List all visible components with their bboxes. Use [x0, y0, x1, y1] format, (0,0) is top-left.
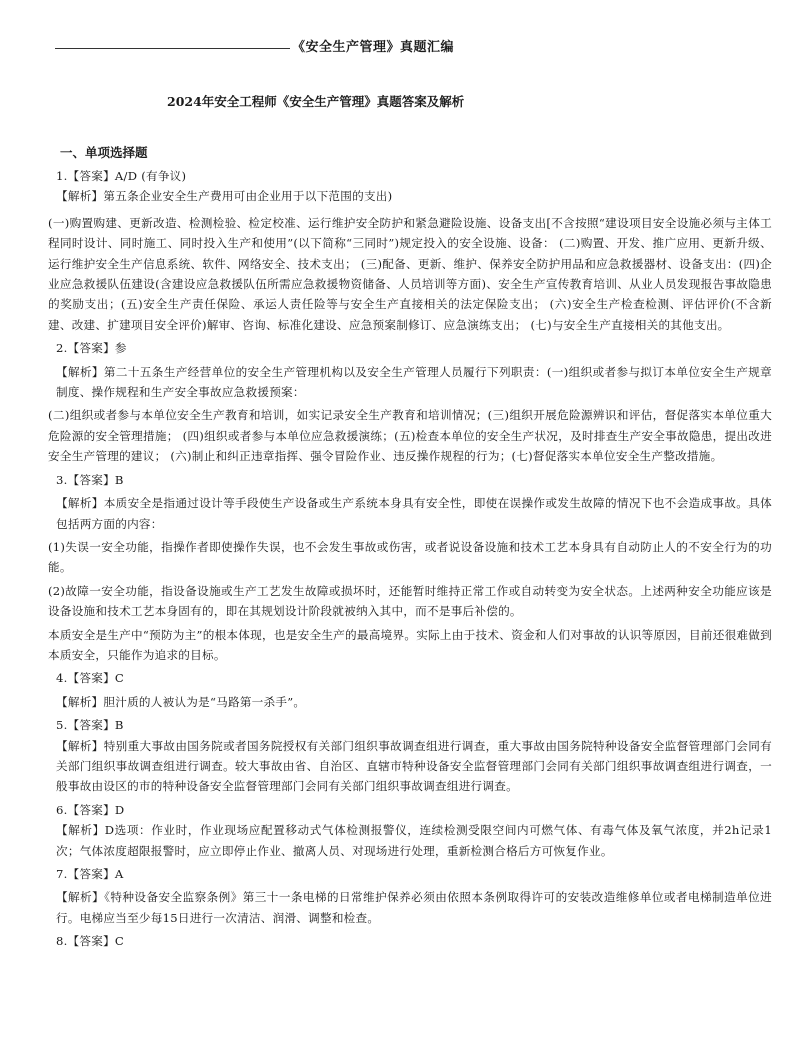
explanation-paragraph: (1)失误一安全功能，指操作者即使操作失误，也不会发生事故或伤害，或者说设备设施和技术工艺本身具有自动防止人的不安全行为的功能。: [48, 539, 772, 575]
explanation-line: 【解析】《特种设备安全监察条例》第三十一条电梯的日常维护保养必须由依照本条例取得许可的安装改造维修单位或者电梯制造单位进行。电梯应当至少每15日进行一次清洁、润滑、调整和检查。: [56, 890, 772, 925]
answer-line: 5.【答案】B: [56, 718, 124, 733]
explanation-line: 【解析】第二十五条生产经营单位的安全生产管理机构以及安全生产管理人员履行下列职责：(一)组织或者参与拟订本单位安全生产规章制度、操作规程和生产安全事故应急救援预案：: [56, 364, 772, 400]
document-body: [48, 163, 772, 952]
header-rule: [55, 48, 290, 49]
explanation-paragraph: (一)购置购建、更新改造、检测检验、检定校准、运行维护安全防护和紧急避险设施、设备支出[不含按照“建设项目安全设施必须与主体工程同时设计、同时施工、同时投入生产和使用”(以下简称“三同时”)规定投入的安全设施、设备： (二)购置、开发、推广应用、更新升级、运行维护安全生产信息系统、软件、网络安全、技术支出； (三)配备、更新、维护、保养安全防护用品和应急救援器材、设备支出：(四)企业应急救援队伍建设(含建设应急救援队伍所需应急救援物资储备、人员培训等方面)、安全生产宣传教育培训、从业人员发现报告事故隐患的奖励支出；(五)安全生产责任保险、承运人责任险等与安全生产直接相关的法定保险支出； (六)安全生产检查检测、评估评价(不含新建、改建、扩建项目安全评价)解审、咨询、标准化建设、应急预案制修订、应急演练支出； (七)与安全生产直接相关的其他支出。: [48, 215, 772, 332]
explanation-line: 【解析】D选项：作业时，作业现场应配置移动式气体检测报警仪，连续检测受限空间内可燃气体、有毒气体及氧气浓度，并2h记录1次；气体浓度超限报警时，应立即停止作业、撤离人员、对现场进行处理，重新检测合格后方可恢复作业。: [56, 823, 772, 858]
answer-line: 4.【答案】C: [56, 671, 125, 686]
document-title: 2024年安全工程师《安全生产管理》真题答案及解析: [167, 94, 465, 109]
explanation-line: 【解析】特别重大事故由国务院或者国务院授权有关部门组织事故调查组进行调查，重大事故由国务院特种设备安全监督管理部门会同有关部门组织事故调查组进行调查。较大事故由省、自治区、直辖市特种设备安全监督管理部门会同有关部门组织事故调查组进行调查，一般事故由设区的市的特种设备安全监督管理部门会同有关部门组织事故调查组进行调查。: [56, 738, 772, 794]
answer-line: 8.【答案】C: [56, 934, 125, 949]
answer-line: 3.【答案】B: [56, 472, 124, 487]
running-header: 《安全生产管理》真题汇编: [292, 40, 455, 55]
answer-line: 2.【答案】参: [56, 341, 127, 356]
explanation-paragraph: 本质安全是生产中“预防为主”的根本体现，也是安全生产的最高境界。实际上由于技术、资金和人们对事故的认识等原因，目前还很难做到本质安全，只能作为追求的目标。: [48, 627, 772, 662]
answer-line: 1.【答案】A/D (有争议): [56, 169, 187, 183]
explanation-line: 【解析】本质安全是指通过设计等手段使生产设备或生产系统本身具有安全性，即使在误操作或发生故障的情况下也不会造成事故。具体包括两方面的内容：: [56, 496, 772, 531]
section-heading: 一、单项选择题: [60, 145, 148, 160]
explanation-line: 【解析】胆汁质的人被认为是“马路第一杀手”。: [56, 694, 306, 709]
answer-line: 7.【答案】A: [56, 867, 124, 881]
explanation-paragraph: (2)故障一安全功能，指设备设施或生产工艺发生故障或损坏时，还能暂时维持正常工作或自动转变为安全状态。上述两种安全功能应该是设备设施和技术工艺本身固有的，即在其规划设计阶段就被纳入其中，而不是事后补偿的。: [48, 583, 772, 619]
answer-line: 6.【答案】D: [56, 802, 125, 817]
explanation-paragraph: (二)组织或者参与本单位安全生产教育和培训，如实记录安全生产教育和培训情况；(三)组织开展危险源辨识和评估，督促落实本单位重大危险源的安全管理措施； (四)组织或者参与本单位应急救援演练；(五)检查本单位的安全生产状况，及时排查生产安全事故隐患，提出改进安全生产管理的建议； (六)制止和纠正违章指挥、强令冒险作业、违反操作规程的行为；(七)督促落实本单位安全生产整改措施。: [48, 408, 772, 464]
explanation-line: 【解析】第五条企业安全生产费用可由企业用于以下范围的支出): [56, 189, 393, 204]
